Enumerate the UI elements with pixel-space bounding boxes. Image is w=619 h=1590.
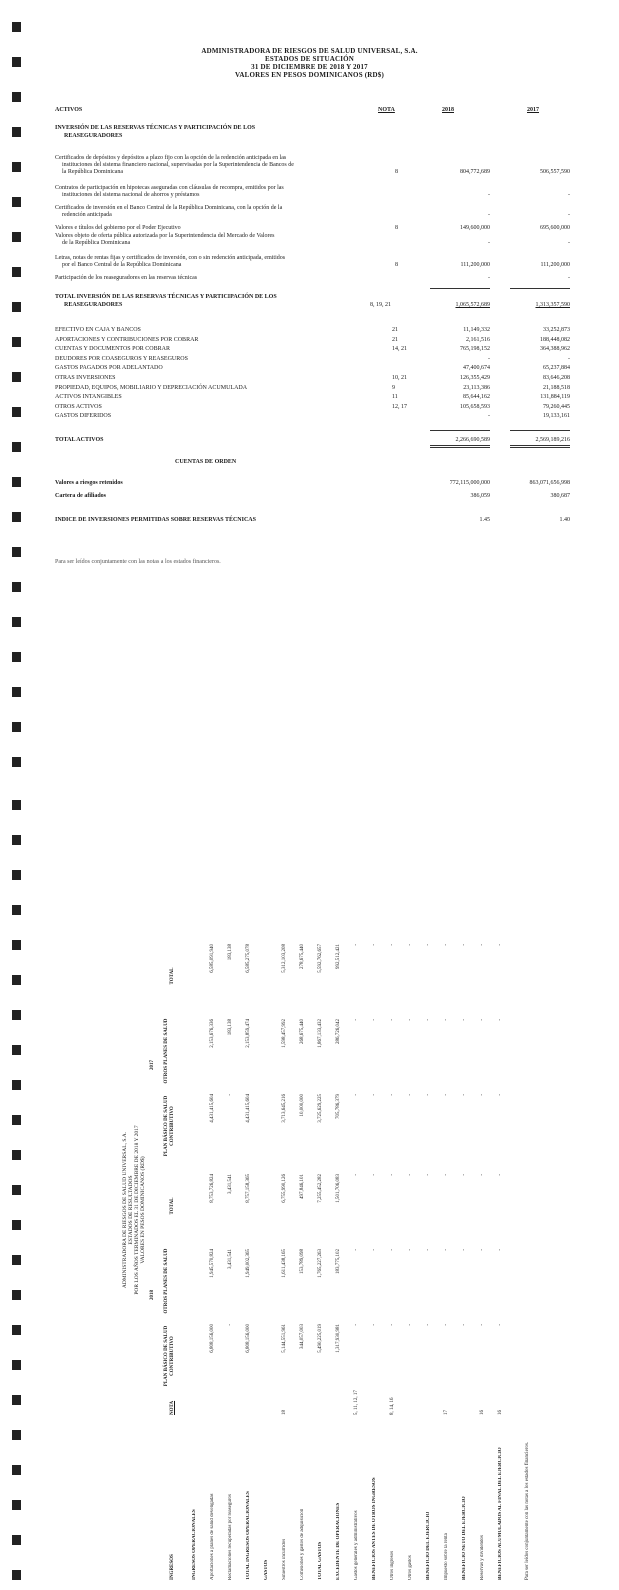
binding-hole (12, 337, 21, 347)
statement-date: 31 DE DICIEMBRE DE 2018 Y 2017 (251, 63, 368, 71)
is-row-label: BENEFICIOS ACUMULADOS AL FINAL DEL EJERCICIO (498, 1447, 503, 1580)
is-row-value-c: 8,757,158,365 (246, 1174, 251, 1203)
binding-hole (12, 22, 21, 32)
is-row-label: Impuesto sobre la renta (444, 1533, 449, 1580)
binding-hole (12, 407, 21, 417)
is-row-value-c: 7,255,452,282 (318, 1174, 323, 1203)
is-row-label: Reclamaciones recuperadas por reaseguros (228, 1494, 233, 1580)
is-row-value-f: - (426, 944, 431, 946)
is-col-ingresos: INGRESOS (170, 1554, 175, 1580)
is-row-value-c: 3,431,541 (228, 1174, 233, 1194)
asset-item-2017: 131,884,119 (540, 394, 570, 401)
reserve-item-label-3: la República Dominicana (62, 169, 123, 175)
is-row-value-f: 5,312,103,208 (282, 944, 287, 973)
binding-hole (12, 835, 21, 845)
double-rule (510, 445, 570, 446)
binding-hole (12, 1080, 21, 1090)
is-row-value-f: - (408, 944, 413, 946)
reserve-item-label: Valores objeto de oferta pública autorizada por la Superintendencia del Mercado de Valores (55, 233, 275, 239)
reserve-item-2017: - (568, 212, 570, 218)
asset-item-2018: 765,198,152 (460, 346, 490, 353)
asset-item-2017: - (568, 355, 570, 362)
is-row-value-e: - (354, 1019, 359, 1021)
binding-hole (12, 1325, 21, 1335)
binding-hole (12, 1360, 21, 1370)
binding-hole (12, 1465, 21, 1475)
reserve-item-2018: - (488, 240, 490, 246)
is-col-total-2018: TOTAL (170, 1197, 175, 1215)
binding-hole (12, 1395, 21, 1405)
total-reserves-label-2: REASEGURADORES (64, 302, 123, 308)
asset-item-nota: 11 (392, 394, 398, 401)
is-row-value-d: - (480, 1094, 485, 1096)
binding-hole (12, 1500, 21, 1510)
asset-item-2017: 65,237,884 (543, 365, 570, 372)
is-row-value-d: 4,431,415,604 (210, 1094, 215, 1123)
is-row-value-a: 1,317,930,981 (336, 1324, 341, 1353)
is-title: ESTADOS DE RESULTADOS (128, 1175, 134, 1245)
binding-hole (12, 1290, 21, 1300)
is-row-value-b: - (372, 1249, 377, 1251)
orden-item-label: Cartera de afiliados (55, 493, 106, 499)
asset-item-2017: 364,388,962 (540, 346, 570, 353)
is-row-value-a: - (444, 1324, 449, 1326)
is-row-value-c: 6,755,990,126 (282, 1174, 287, 1203)
is-row-label: EXCEDENTE DE OPERACIONES (336, 1502, 341, 1580)
is-row-value-e: - (498, 1019, 503, 1021)
is-row-nota: 5, 11, 12, 17 (354, 1390, 359, 1415)
balance-sheet-page (0, 0, 619, 790)
is-row-label: INGRESOS OPERACIONALES (192, 1509, 197, 1580)
footnote: Para ser leídos conjuntamente con las notas a los estados financieros. (55, 559, 221, 565)
binding-hole (12, 905, 21, 915)
rule (510, 288, 570, 289)
is-row-value-f: - (498, 944, 503, 946)
reserve-item-label: Participación de los reaseguradores en las reservas técnicas (55, 275, 198, 281)
binding-hole (12, 1255, 21, 1265)
reserve-item-2018: 804,772,689 (460, 169, 490, 175)
is-row-value-d: - (372, 1094, 377, 1096)
binding-hole (12, 1045, 21, 1055)
is-row-value-f: 6,585,091,940 (210, 944, 215, 973)
total-reserves-2017: 1,313,357,590 (535, 302, 570, 308)
is-row-value-e: 286,726,042 (336, 1019, 341, 1044)
binding-hole (12, 442, 21, 452)
is-row-value-d: 3,713,645,216 (282, 1094, 287, 1123)
reserve-item-label: Certificados de inversión en el Banco Central de la República Dominicana, con la opción de la (55, 205, 283, 211)
binding-hole (12, 197, 21, 207)
is-period: POR LOS AÑOS TERMINADOS EL 31 DE DICIEMBRE DE 2018 Y 2017 (134, 1125, 140, 1295)
is-year-2017: 2017 (150, 1060, 155, 1070)
is-row-value-e: - (372, 1019, 377, 1021)
is-row-value-a: 5,490,225,019 (318, 1324, 323, 1353)
reserve-item-2017: - (568, 192, 570, 198)
is-row-value-a: 6,808,156,000 (246, 1324, 251, 1353)
is-col-nota: NOTA (170, 1400, 175, 1415)
rule (430, 288, 490, 289)
section-reserves-title: INVERSIÓN DE LAS RESERVAS TÉCNICAS Y PARTICIPACIÓN DE LOS (55, 125, 256, 131)
is-row-value-a: - (408, 1324, 413, 1326)
asset-item-2017: 21,188,518 (543, 384, 570, 391)
is-row-value-f: 5,592,762,657 (318, 944, 323, 973)
asset-item-2017: 83,646,208 (543, 375, 570, 381)
is-footnote: Para ser leídos conjuntamente con las notas a los estados financieros. (525, 1441, 530, 1580)
rule (510, 430, 570, 431)
is-row-value-d: - (390, 1094, 395, 1096)
orden-item-2018: 386,059 (470, 493, 490, 499)
is-row-value-b: - (444, 1249, 449, 1251)
is-row-label: Otros gastos (408, 1555, 413, 1580)
is-row-value-d: - (444, 1094, 449, 1096)
double-rule (510, 447, 570, 448)
double-rule (430, 445, 490, 446)
reserve-item-label: Certificados de depósitos y depósitos a plazo fijo con la opción de la redención anticipada en las (55, 155, 287, 161)
is-row-value-e: - (462, 1019, 467, 1021)
asset-item-label: CUENTAS Y DOCUMENTOS POR COBRAR (55, 346, 170, 353)
is-row-value-e: 183,138 (228, 1019, 233, 1036)
is-row-value-c: 1,501,706,083 (336, 1174, 341, 1203)
asset-item-nota: 21 (392, 336, 398, 343)
is-row-value-a: - (390, 1324, 395, 1326)
is-col-pbs-2017: PLAN BÁSICO DE SALUD CONTRIBUTIVO (164, 1095, 175, 1157)
is-row-value-b: 1,611,438,165 (282, 1249, 287, 1278)
reserve-item-2018: - (488, 192, 490, 198)
reserve-item-label: Valores e títulos del gobierno por el Poder Ejecutivo (55, 225, 181, 231)
total-reserves-nota: 8, 19, 21 (370, 302, 391, 308)
is-row-value-d: - (228, 1094, 233, 1096)
reserve-item-label-2: redención anticipada (62, 212, 112, 218)
asset-item-nota: 12, 17 (392, 403, 407, 410)
binding-hole (12, 757, 21, 767)
asset-item-label: DEUDORES POR COASEGUROS Y REASEGUROS (55, 355, 188, 362)
col-2017: 2017 (527, 107, 539, 113)
is-row-value-d: 705,786,379 (336, 1094, 341, 1119)
is-row-nota: 16 (480, 1410, 485, 1415)
is-row-value-f: 278,675,440 (300, 944, 305, 969)
asset-item-2017: 188,448,082 (540, 336, 570, 343)
col-2018: 2018 (442, 107, 454, 113)
reserve-item-label-2: por el Banco Central de la República Dominicana (62, 262, 182, 268)
asset-item-2018: 85,644,162 (463, 394, 490, 401)
reserve-item-2017: 111,200,000 (540, 262, 570, 268)
asset-item-label: EFECTIVO EN CAJA Y BANCOS (55, 327, 141, 333)
is-row-label: Comisiones y gastos de adquisición (300, 1508, 305, 1580)
asset-item-2018: 11,149,332 (463, 327, 490, 333)
reserve-item-2018: - (488, 212, 490, 218)
is-row-value-b: - (498, 1249, 503, 1251)
is-row-label: GASTOS (264, 1559, 269, 1580)
col-activos: ACTIVOS (55, 107, 83, 113)
is-row-value-d: - (354, 1094, 359, 1096)
is-row-value-c: - (372, 1174, 377, 1176)
is-row-value-f: - (390, 944, 395, 946)
is-row-label: BENEFICIOS ANTES DE OTROS INGRESOS (372, 1477, 377, 1580)
is-row-label: Reservas y dividendos (480, 1535, 485, 1580)
rule (430, 430, 490, 431)
reserve-item-nota: 8 (395, 225, 398, 231)
asset-item-2017: 19,133,161 (543, 413, 570, 420)
company-name: ADMINISTRADORA DE RIESGOS DE SALUD UNIVERSAL, S.A. (201, 47, 418, 55)
is-row-value-f: - (354, 944, 359, 946)
cuentas-orden-title: CUENTAS DE ORDEN (175, 459, 237, 465)
is-row-value-c: - (426, 1174, 431, 1176)
is-row-value-a: 6,808,156,000 (210, 1324, 215, 1353)
is-row-value-d: - (426, 1094, 431, 1096)
is-row-nota: 17 (444, 1410, 449, 1415)
asset-item-2018: 47,400,674 (463, 365, 490, 372)
asset-item-2018: - (488, 355, 490, 362)
is-row-value-a: - (426, 1324, 431, 1326)
total-reserves-label: TOTAL INVERSIÓN DE LAS RESERVAS TÉCNICAS Y PARTICIPACIÓN DE LOS (55, 294, 277, 300)
asset-item-2017: 33,252,873 (543, 327, 570, 333)
is-row-value-a: 5,144,551,961 (282, 1324, 287, 1353)
is-row-value-c: - (354, 1174, 359, 1176)
binding-hole (12, 800, 21, 810)
asset-item-label: OTRAS INVERSIONES (55, 375, 116, 381)
is-row-value-c: - (390, 1174, 395, 1176)
is-row-value-d: - (408, 1094, 413, 1096)
asset-item-label: OTROS ACTIVOS (55, 403, 102, 410)
is-row-value-b: 1,949,002,365 (246, 1249, 251, 1278)
binding-hole (12, 372, 21, 382)
is-row-value-b: - (480, 1249, 485, 1251)
asset-item-nota: 21 (392, 327, 398, 333)
section-reserves-title-2: REASEGURADORES (64, 133, 123, 139)
is-row-value-a: - (372, 1324, 377, 1326)
asset-item-nota: 9 (392, 384, 395, 391)
is-row-value-e: 2,153,859,474 (246, 1019, 251, 1048)
binding-hole (12, 1185, 21, 1195)
asset-item-2017: 79,260,445 (543, 403, 570, 410)
asset-item-2018: 23,113,386 (463, 384, 490, 391)
currency-note: VALORES EN PESOS DOMINICANOS (RD$) (234, 71, 385, 79)
binding-hole (12, 870, 21, 880)
is-row-value-f: - (480, 944, 485, 946)
reserve-item-2017: 506,557,590 (540, 169, 570, 175)
binding-hole (12, 1220, 21, 1230)
is-row-value-d: 10,000,000 (300, 1094, 305, 1117)
is-row-value-c: 497,846,101 (300, 1174, 305, 1199)
indice-label: INDICE DE INVERSIONES PERMITIDAS SOBRE RESERVAS TÉCNICAS (55, 517, 256, 523)
binding-hole (12, 582, 21, 592)
binding-hole (12, 162, 21, 172)
income-statement-rotated (100, 830, 540, 1590)
reserve-item-label: Contratos de participación en hipotecas aseguradas con cláusulas de recompra, emitidos por las (55, 185, 284, 191)
binding-hole (12, 232, 21, 242)
reserve-item-label-2: instituciones del sistema nacional de ahorros y préstamos (62, 192, 200, 198)
total-assets-label: TOTAL ACTIVOS (55, 437, 104, 443)
binding-hole (12, 975, 21, 985)
reserve-item-2018: 149,600,000 (460, 225, 490, 231)
is-row-label: TOTAL GASTOS (318, 1541, 323, 1580)
binding-hole (12, 92, 21, 102)
asset-item-2018: 105,658,593 (460, 403, 490, 410)
is-row-value-c: - (480, 1174, 485, 1176)
asset-item-2018: 2,161,516 (466, 336, 490, 343)
is-row-nota: 18 (282, 1410, 287, 1415)
is-row-value-f: - (372, 944, 377, 946)
is-row-value-b: - (462, 1249, 467, 1251)
asset-item-2018: 126,355,429 (460, 375, 490, 381)
is-row-label: Otros ingresos (390, 1550, 395, 1580)
is-row-value-e: - (408, 1019, 413, 1021)
reserve-item-2018: - (488, 275, 490, 281)
is-year-2018: 2018 (150, 1290, 155, 1300)
col-nota: NOTA (378, 107, 395, 113)
is-row-value-e: - (480, 1019, 485, 1021)
is-row-value-b: - (390, 1249, 395, 1251)
is-row-value-e: - (390, 1019, 395, 1021)
binding-hole (12, 477, 21, 487)
reserve-item-2018: 111,200,000 (460, 262, 490, 268)
is-row-value-f: - (444, 944, 449, 946)
reserve-item-label-2: instituciones del sistema financiero nacional, supervisadas por la Superintendencia de Bancos de (62, 162, 294, 168)
is-currency: VALORES EN PESOS DOMINICANOS (RD$) (140, 1156, 146, 1264)
total-assets-2018: 2,266,690,589 (455, 437, 490, 443)
is-row-value-c: - (498, 1174, 503, 1176)
asset-item-label: GASTOS DIFERIDOS (55, 413, 112, 420)
reserve-item-2017: - (568, 275, 570, 281)
binding-hole (12, 267, 21, 277)
is-row-label: BENEFICIO NETO DEL EJERCICIO (462, 1496, 467, 1580)
is-row-value-b: 183,775,102 (336, 1249, 341, 1274)
is-row-nota: 8, 14, 16 (390, 1397, 395, 1415)
asset-item-label: APORTACIONES Y CONTRIBUCIONES POR COBRAR (55, 336, 199, 343)
binding-hole (12, 1010, 21, 1020)
is-col-pbs-2018: PLAN BÁSICO DE SALUD CONTRIBUTIVO (164, 1325, 175, 1387)
binding-hole (12, 302, 21, 312)
is-row-value-d: 4,431,415,604 (246, 1094, 251, 1123)
binding-hole (12, 1150, 21, 1160)
is-row-label: Aportaciones a planes de salud devengadas (210, 1493, 215, 1580)
binding-hole (12, 1570, 21, 1580)
is-row-nota: 16 (498, 1410, 503, 1415)
is-row-value-f: 992,512,421 (336, 944, 341, 969)
binding-hole (12, 127, 21, 137)
binding-hole (12, 652, 21, 662)
reserve-item-2017: - (568, 240, 570, 246)
is-row-value-d: 3,725,629,225 (318, 1094, 323, 1123)
binding-hole (12, 940, 21, 950)
is-row-value-d: - (498, 1094, 503, 1096)
reserve-item-2017: 695,600,000 (540, 225, 570, 231)
indice-2018: 1.45 (479, 517, 490, 523)
is-row-value-c: 8,753,726,824 (210, 1174, 215, 1203)
asset-item-label: ACTIVOS INTANGIBLES (55, 394, 122, 401)
is-row-value-b: - (408, 1249, 413, 1251)
is-row-value-b: 1,945,570,824 (210, 1249, 215, 1278)
reserve-item-label-2: de la República Dominicana (62, 240, 131, 246)
is-row-value-e: 2,153,676,336 (210, 1019, 215, 1048)
is-col-total-2017: TOTAL (170, 967, 175, 985)
binding-hole (12, 722, 21, 732)
total-assets-2017: 2,569,189,216 (535, 437, 570, 443)
is-row-value-a: - (480, 1324, 485, 1326)
is-row-value-f: 6,585,275,078 (246, 944, 251, 973)
is-row-value-e: - (444, 1019, 449, 1021)
binding-hole (12, 1430, 21, 1440)
orden-item-2018: 772,115,000,000 (449, 480, 490, 486)
is-row-value-b: - (426, 1249, 431, 1251)
is-row-value-e: 1,598,457,992 (282, 1019, 287, 1048)
is-row-value-a: - (228, 1324, 233, 1326)
is-row-value-b: 153,789,098 (300, 1249, 305, 1274)
is-row-value-c: - (462, 1174, 467, 1176)
binding-hole (12, 687, 21, 697)
reserve-item-nota: 8 (395, 169, 398, 175)
is-row-value-f: - (462, 944, 467, 946)
is-col-otros-2017: OTROS PLANES DE SALUD (164, 1018, 169, 1084)
orden-item-label: Valores a riesgos retenidos (55, 480, 123, 486)
reserve-item-label: Letras, notas de rentas fijas y certificados de inversión, con o sin redención anticipada, emitidos (55, 255, 286, 261)
is-company: ADMINISTRADORA DE RIESGOS DE SALUD UNIVERSAL, S.A. (122, 1131, 128, 1289)
is-row-value-a: - (462, 1324, 467, 1326)
asset-item-label: GASTOS PAGADOS POR ADELANTADO (55, 365, 163, 372)
is-row-label: Gastos generales y administrativos (354, 1510, 359, 1580)
asset-item-label: PROPIEDAD, EQUIPOS, MOBILIARIO Y DEPRECIACIÓN ACUMULADA (55, 384, 248, 391)
is-row-value-d: - (462, 1094, 467, 1096)
total-reserves-2018: 1,065,572,689 (455, 302, 490, 308)
is-col-otros-2018: OTROS PLANES DE SALUD (164, 1248, 169, 1314)
asset-item-2018: - (488, 413, 490, 420)
is-row-value-e: - (426, 1019, 431, 1021)
orden-item-2017: 380,687 (550, 493, 570, 499)
is-row-label: Siniestros incurridos (282, 1538, 287, 1580)
is-row-value-e: 1,867,133,432 (318, 1019, 323, 1048)
orden-item-2017: 863,071,656,998 (529, 480, 570, 486)
statement-title: ESTADOS DE SITUACIÓN (264, 55, 355, 63)
binding-hole (12, 512, 21, 522)
is-row-value-b: 3,431,541 (228, 1249, 233, 1269)
is-row-value-b: - (354, 1249, 359, 1251)
is-row-label: TOTAL INGRESOS OPERACIONALES (246, 1491, 251, 1580)
is-row-value-a: 344,057,003 (300, 1324, 305, 1349)
is-row-value-a: - (498, 1324, 503, 1326)
is-row-value-e: 268,675,440 (300, 1019, 305, 1044)
binding-hole (12, 547, 21, 557)
is-row-value-c: - (408, 1174, 413, 1176)
binding-hole (12, 617, 21, 627)
reserve-item-nota: 8 (395, 262, 398, 268)
binding-hole (12, 1115, 21, 1125)
is-row-label: BENEFICIO DEL EJERCICIO (426, 1511, 431, 1580)
is-row-value-c: - (444, 1174, 449, 1176)
double-rule (430, 447, 490, 448)
is-row-value-f: 183,138 (228, 944, 233, 961)
indice-2017: 1.40 (559, 517, 570, 523)
asset-item-nota: 10, 21 (392, 375, 407, 381)
is-row-value-b: 1,765,227,263 (318, 1249, 323, 1278)
is-row-value-a: - (354, 1324, 359, 1326)
asset-item-nota: 14, 21 (392, 346, 407, 353)
binding-hole (12, 1535, 21, 1545)
